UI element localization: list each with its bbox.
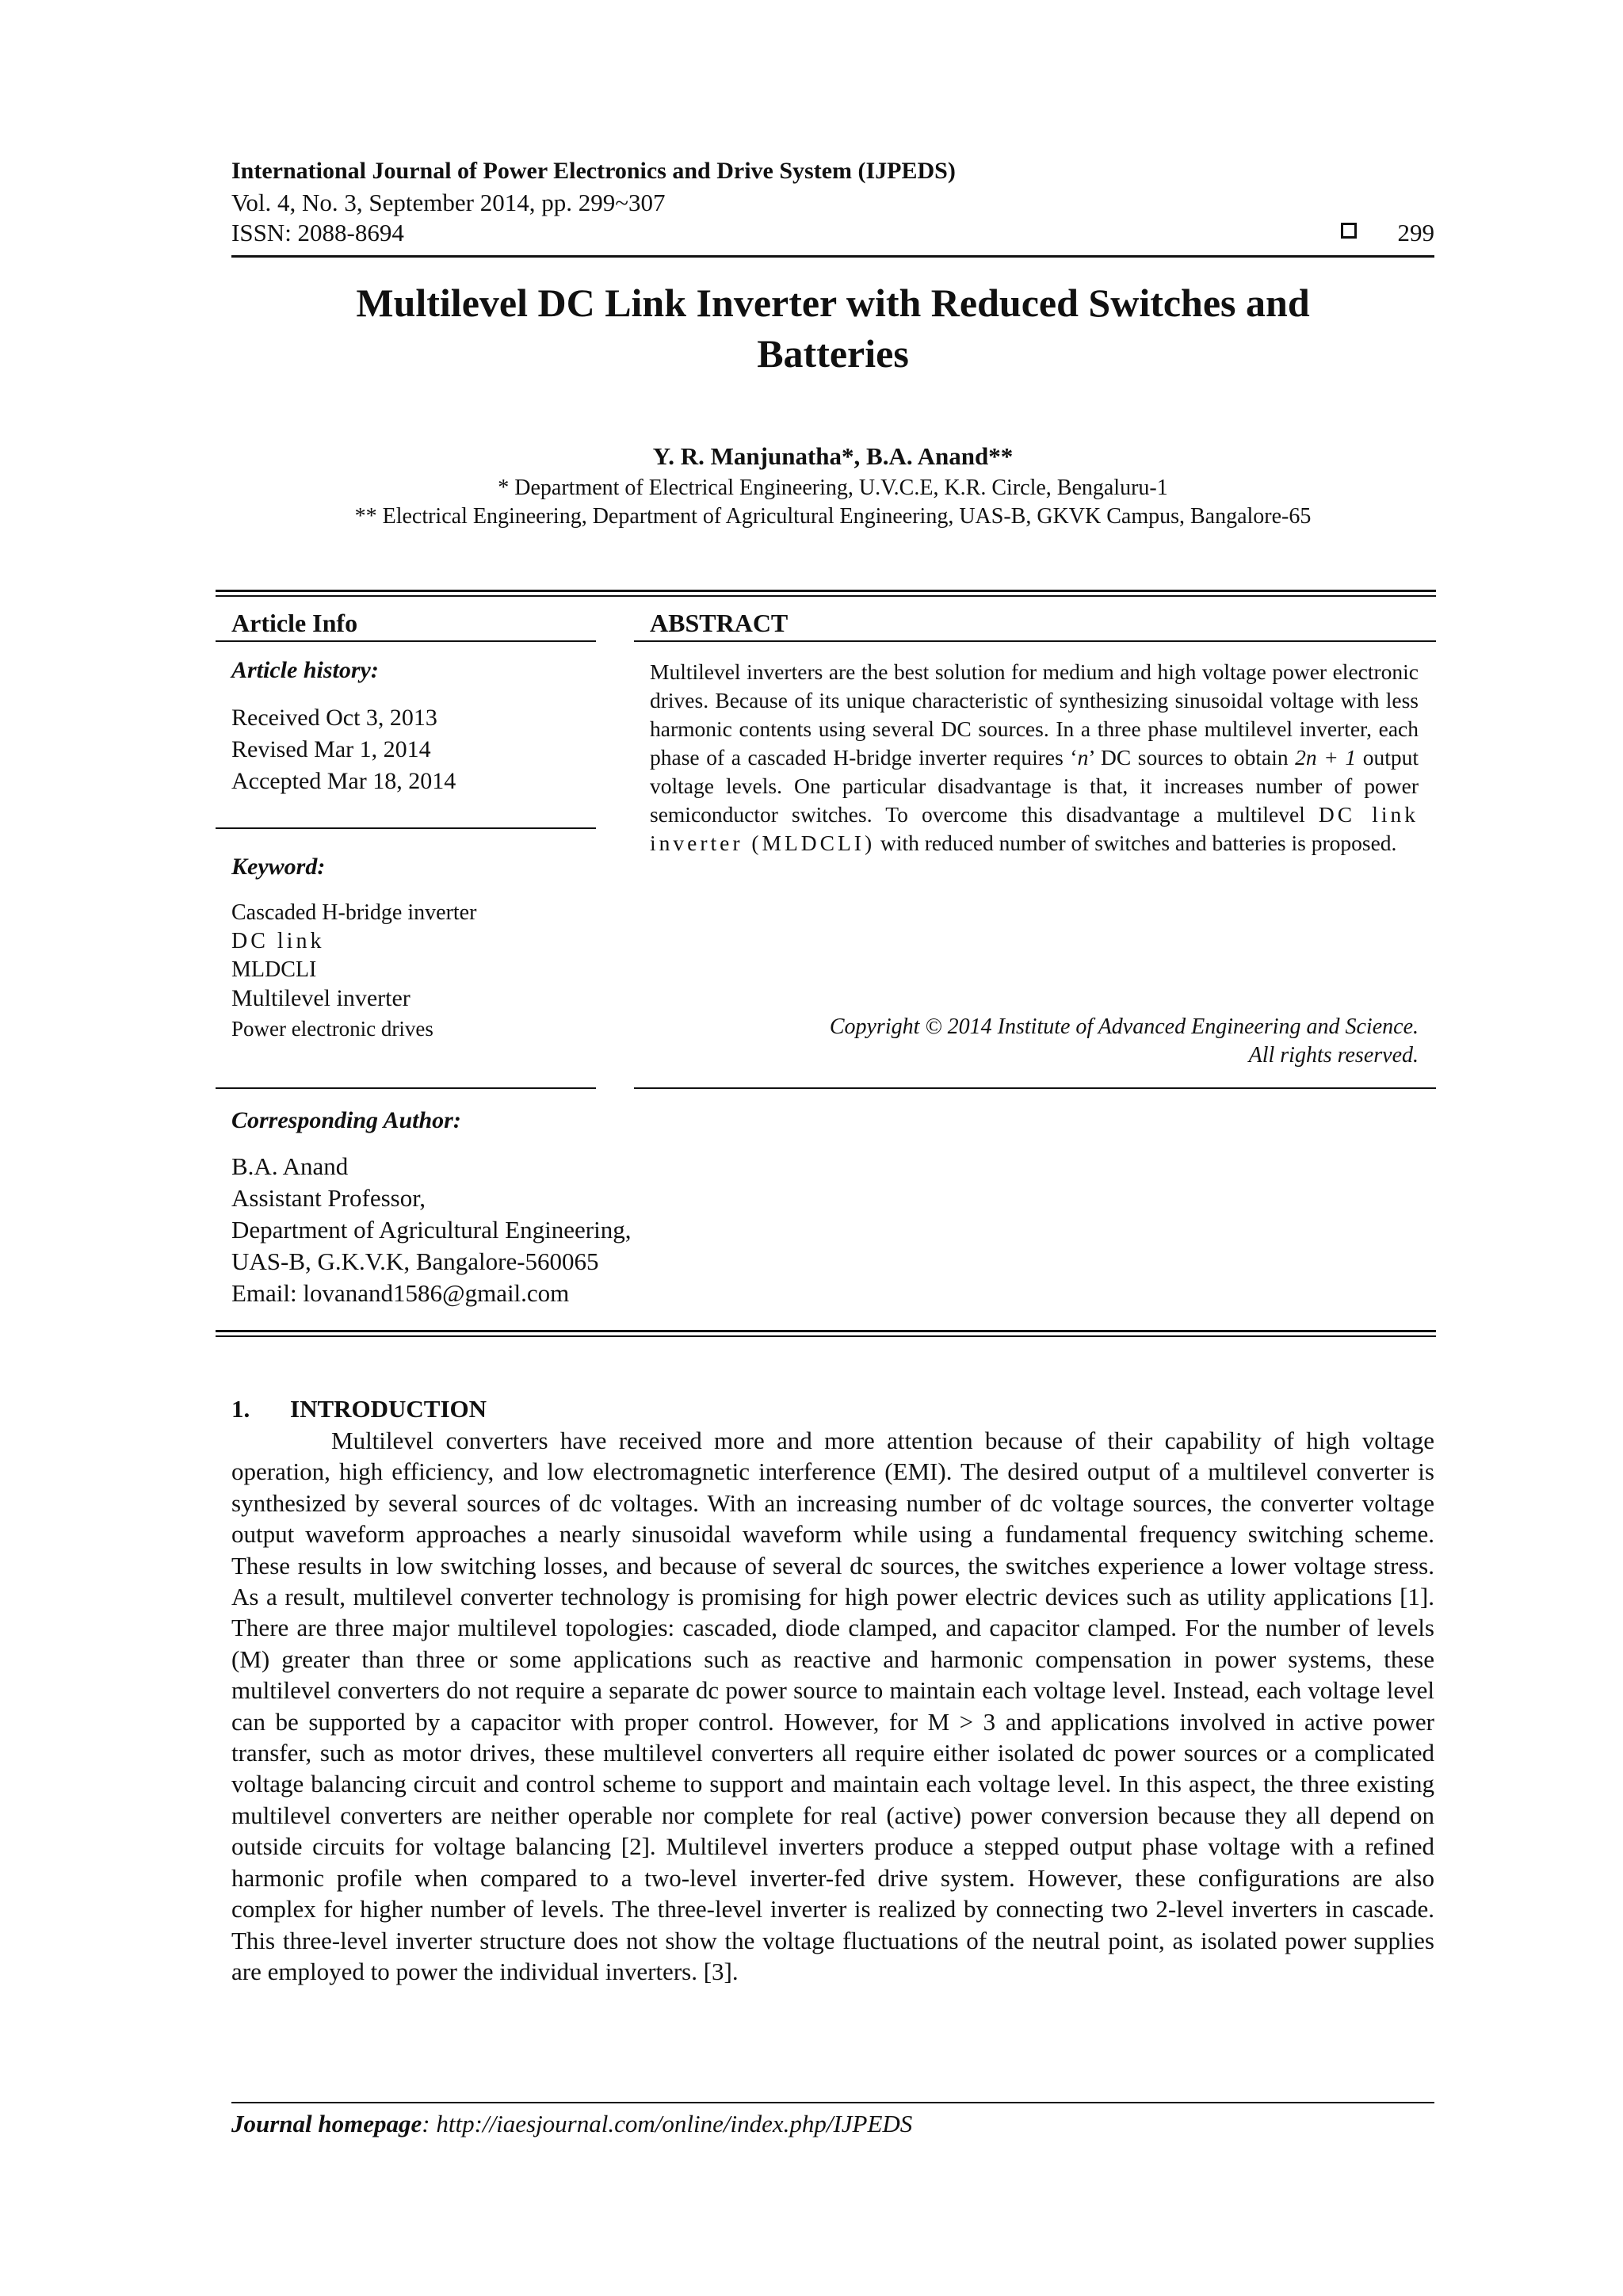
affiliation-2: ** Electrical Engineering, Department of Agricultural Engineering, UAS-B, GKVK Campus, Bangalore-65 <box>354 504 1312 529</box>
issn-row <box>231 217 1434 249</box>
footer-label: Journal homepage <box>231 2110 422 2137</box>
article-history-label: Article history: <box>231 657 379 683</box>
copyright: Copyright © 2014 Institute of Advanced Engineering and Science. All rights reserved. <box>829 1014 1419 1068</box>
page-number: 299 <box>1397 219 1434 246</box>
section-heading <box>231 1393 487 1425</box>
copyright-rule <box>634 1087 1436 1089</box>
author-address: UAS-B, G.K.V.K, Bangalore-560065 <box>231 1247 599 1275</box>
paper-title <box>231 277 1434 379</box>
title-line-1: Multilevel DC Link Inverter with Reduced Switches and <box>356 281 1310 325</box>
keywords-rule <box>216 1087 596 1089</box>
title-line-2: Batteries <box>757 331 909 376</box>
authors: Y. R. Manjunatha*, B.A. Anand** <box>652 442 1014 470</box>
volume-line: Vol. 4, No. 3, September 2014, pp. 299~307 <box>231 189 666 216</box>
keyword-item: Power electronic drives <box>231 1017 433 1041</box>
accepted-date: Accepted Mar 18, 2014 <box>231 768 456 794</box>
revised-date: Revised Mar 1, 2014 <box>231 736 431 762</box>
author-department: Department of Agricultural Engineering, <box>231 1216 632 1244</box>
abstract-rule <box>634 640 1436 642</box>
square-icon <box>1341 223 1357 239</box>
keyword-item: DC link <box>231 929 325 953</box>
introduction-paragraph: Multilevel converters have received more and more attention because of their capability of high voltage operation, high efficiency, and low electromagnetic interference (EMI). The desired output of a multilevel converter is synthesized by several sources of dc voltages. With an increasing number of dc voltage sources, the converter voltage output waveform approaches a nearly sinusoidal waveform while using a fundamental frequency switching scheme. These results in low switching losses, and because of several dc sources, the switches experience a lower voltage stress. As a result, multilevel converter technology is promising for high power electric devices such as utility applications [1]. There are three major multilevel topologies: cascaded, diode clamped, and capacitor clamped. For the number of levels (M) greater than three or some applications such as reactive and harmonic compensation in power systems, these multilevel converters do not require a separate dc power source to maintain each voltage level. Instead, each voltage level can be supported by a capacitor with proper control. However, for M > 3 and applications involved in active power transfer, such as motor drives, these multilevel converters all require either isolated dc power sources or a complicated voltage balancing circuit and control scheme to support and maintain each voltage level. In this aspect, the three existing multilevel converters are neither operable nor complete for real (active) power conversion because they all depend on outside circuits for voltage balancing [2]. Multilevel inverters produce a stepped output phase voltage with a refined harmonic profile when compared to a two-level inverter-fed drive system. However, these configurations are also complex for higher number of levels. The three-level inverter is realized by connecting two 2-level inverters in cascade. This three-level inverter structure does not show the voltage fluctuations of the neutral point, as isolated power supplies are employed to power the individual inverters. [3]. <box>231 1427 1434 1985</box>
keyword-item: Cascaded H-bridge inverter <box>231 900 477 925</box>
author-email: Email: lovanand1586@gmail.com <box>231 1279 570 1307</box>
journal-homepage-link[interactable]: : http://iaesjournal.com/online/index.php/IJPEDS <box>422 2110 913 2137</box>
corresponding-label: Corresponding Author: <box>231 1107 461 1133</box>
author-name: B.A. Anand <box>231 1152 349 1180</box>
abstract-heading: ABSTRACT <box>650 609 789 637</box>
section-title: INTRODUCTION <box>290 1395 487 1423</box>
keyword-label: Keyword: <box>231 854 326 880</box>
section-number: 1. <box>231 1395 250 1423</box>
received-date: Received Oct 3, 2013 <box>231 705 437 731</box>
affiliation-1: * Department of Electrical Engineering, U.V.C.E, K.R. Circle, Bengaluru-1 <box>498 476 1168 500</box>
abstract-text: Multilevel inverters are the best solution for medium and high voltage power electronic drives. Because of its unique characteristic of synthesizing sinusoidal voltage with less harmonic contents using several DC sources. In a three phase multilevel inverter, each phase of a cascaded H-bridge inverter requires ‘n’ DC sources to obtain 2n + 1 output voltage levels. One particular disadvantage is that, it increases number of power semiconductor switches. To overcome this disadvantage a multilevel DC link inverter (MLDCLI) with reduced number of switches and batteries is proposed. <box>650 659 1419 855</box>
info-box-bottom-rule <box>216 1330 1436 1337</box>
issn: ISSN: 2088-8694 <box>231 219 404 246</box>
article-info-rule <box>216 640 596 642</box>
footer-rule <box>231 2102 1434 2103</box>
footer <box>231 2108 912 2140</box>
author-position: Assistant Professor, <box>231 1184 426 1212</box>
keyword-item: MLDCLI <box>231 957 317 982</box>
header-rule <box>231 255 1434 258</box>
keyword-item: Multilevel inverter <box>231 985 411 1011</box>
journal-name: International Journal of Power Electronics and Drive System (IJPEDS) <box>231 158 956 184</box>
history-rule <box>216 827 596 829</box>
info-box-top-rule <box>216 590 1436 597</box>
article-info-heading: Article Info <box>231 609 358 637</box>
